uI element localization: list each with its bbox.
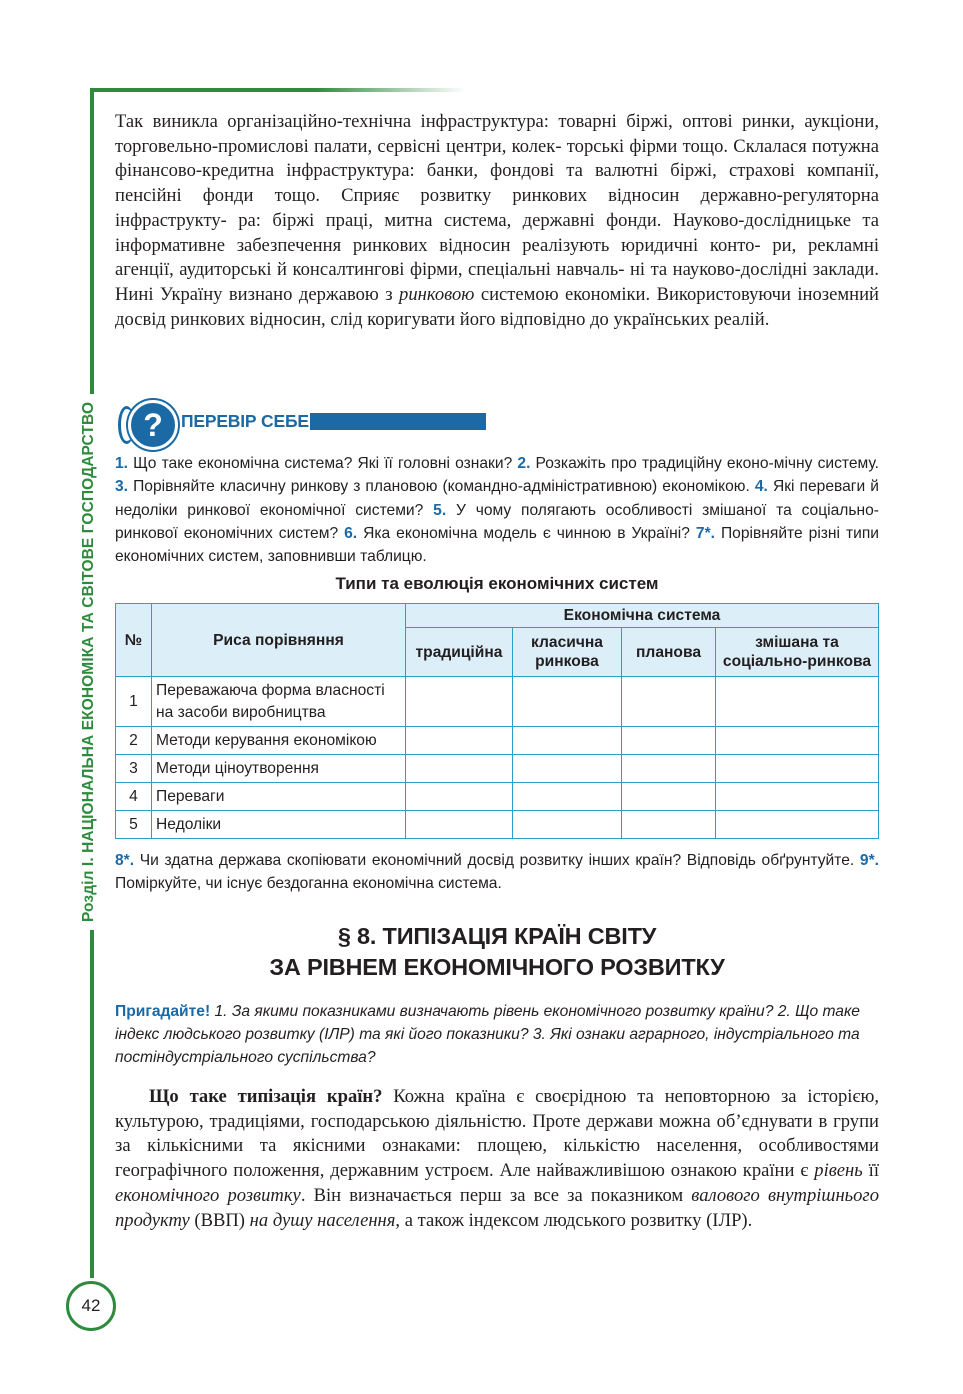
intro-line: системою економіки. Використовуючи іноземний досвід ринкових відносин, [115, 283, 879, 330]
intro-line: Сприяє розвитку ринкових відносин державно-регуляторна інфраструкту- [115, 185, 879, 231]
empty-cell[interactable] [406, 727, 513, 755]
questions-block-2 [115, 849, 879, 896]
section-title-line: § 8. ТИПІЗАЦІЯ КРАЇН СВІТУ [337, 923, 657, 949]
body-text: . Він визначається перш за все за показником [300, 1184, 692, 1206]
intro-line: Так виникла організаційно-технічна інфраструктура: товарні біржі, оптові [115, 111, 733, 132]
body-italic: рівень [814, 1160, 863, 1182]
questions-block-1 [115, 452, 879, 568]
body-text: (ВВП) [189, 1209, 250, 1231]
empty-cell[interactable] [622, 755, 716, 783]
row-number: 5 [116, 811, 152, 839]
question-number: 5. [433, 501, 447, 519]
intro-line: слід коригувати його відповідно до українських реалій. [330, 308, 770, 330]
question-number: 1. [115, 455, 129, 472]
row-feature: Недоліки [152, 811, 406, 839]
col-header-number: № [116, 604, 152, 677]
question-text: У чому полягають особливості змішаної та соціально-ринкової економічних систем? [115, 501, 879, 542]
question-text: Поміркуйте, чи існує бездоганна економічна система. [115, 875, 502, 893]
col-header-classic-market: класична ринкова [513, 628, 622, 677]
body-text: Кожна країна є своєрідною та неповторною за історією, культурою, традиціями, господарською діяльністю. Проте держави можна об’єднувати в групи за кількісними та якісними ознаками: площею, кількістю населення, особливостями географічного положення, державним устроєм. Але найважливішою ознакою країни є [115, 1086, 879, 1182]
question-icon: ? [128, 400, 178, 450]
question-text: Що таке економічна система? Які її головні ознаки? [128, 455, 518, 472]
row-number: 3 [116, 755, 152, 783]
body-italic: на душу населення [249, 1209, 396, 1231]
body-text: , а також індексом людського розвитку (ІЛР). [395, 1209, 753, 1231]
group-header-system: Економічна система [406, 604, 879, 628]
table-title: Типи та еволюція економічних систем [335, 574, 659, 593]
table-row [116, 755, 879, 783]
question-text: Порівняйте класичну ринкову з плановою (командно-адміністративною) економікою. [128, 478, 755, 496]
remember-block [115, 1000, 879, 1070]
row-feature: Методи ціноутворення [152, 755, 406, 783]
check-yourself-title: ПЕРЕВІР СЕБЕ [181, 411, 309, 431]
table-row [116, 811, 879, 839]
question-number: 4. [754, 478, 768, 496]
section-title-line: ЗА РІВНЕМ ЕКОНОМІЧНОГО РОЗВИТКУ [269, 954, 725, 980]
body-italic: валового внутрішнього продукту [115, 1184, 879, 1231]
intro-italic-word: ринковою [399, 283, 475, 305]
row-number: 1 [116, 677, 152, 727]
empty-cell[interactable] [622, 783, 716, 811]
empty-cell[interactable] [622, 811, 716, 839]
table-row [116, 783, 879, 811]
empty-cell[interactable] [406, 677, 513, 727]
empty-cell[interactable] [406, 783, 513, 811]
question-number: 3. [115, 478, 129, 496]
check-yourself-header [118, 400, 488, 444]
top-green-rule [90, 88, 465, 92]
row-feature: Переваги [152, 783, 406, 811]
question-number: 6. [344, 524, 358, 542]
empty-cell[interactable] [406, 755, 513, 783]
question-number: 7*. [695, 524, 715, 542]
page-number: 42 [66, 1281, 116, 1331]
economic-systems-table [115, 603, 879, 839]
question-text: Яка економічна модель є чинною в Україні? [357, 524, 696, 542]
body-italic: економічного розвитку [115, 1184, 301, 1206]
question-number: 9*. [859, 852, 879, 869]
question-number: 2. [517, 455, 531, 472]
intro-line: ри, рекламні агенції, аудиторські й консалтингові фірми, спеціальні навчаль- [115, 234, 879, 281]
check-yourself-bar [310, 413, 486, 430]
col-header-traditional: традиційна [406, 628, 513, 677]
empty-cell[interactable] [716, 783, 879, 811]
col-header-feature: Риса порівняння [152, 604, 406, 677]
row-feature: Методи керування економікою [152, 727, 406, 755]
empty-cell[interactable] [513, 755, 622, 783]
col-header-mixed: змішана та соціально-ринкова [716, 628, 879, 677]
empty-cell[interactable] [513, 783, 622, 811]
empty-cell[interactable] [716, 677, 879, 727]
empty-cell[interactable] [513, 811, 622, 839]
row-feature: Переважаюча форма власності на засоби виробництва [152, 677, 406, 727]
remember-label: Пригадайте! [115, 1003, 211, 1020]
table-row [116, 677, 879, 727]
col-header-planned: планова [622, 628, 716, 677]
empty-cell[interactable] [716, 727, 879, 755]
question-number: 8*. [115, 852, 135, 869]
empty-cell[interactable] [513, 677, 622, 727]
intro-line: банки, фондові та валютні біржі, страхові компанії, пенсійні фонди тощо. [115, 160, 879, 207]
intro-line: ринки, аукціони, торговельно-промислові палати, сервісні центри, колек- [115, 111, 879, 157]
intro-line: ні та науково-дослідні заклади. Нині Україну визнано державою з [115, 259, 879, 305]
intro-line: інформативне забезпечення ринкових відносин реалізують юридичні конто- [115, 234, 761, 256]
body-lead: Що таке типізація країн? [149, 1086, 383, 1107]
section-side-label: Розділ І. НАЦІОНАЛЬНА ЕКОНОМІКА ТА СВІТОВЕ ГОСПОДАРСТВО [79, 394, 99, 930]
question-text: Чи здатна держава скопіювати економічний досвід розвитку інших країн? Відповідь обґрунтуйте. [134, 852, 860, 869]
row-number: 2 [116, 727, 152, 755]
body-paragraph [115, 1085, 879, 1233]
empty-cell[interactable] [406, 811, 513, 839]
intro-line: торські фірми тощо. Склалася потужна фінансово-кредитна інфраструктура: [115, 135, 879, 182]
row-number: 4 [116, 783, 152, 811]
question-text: Розкажіть про традиційну еконо-мічну систему. [530, 455, 880, 472]
empty-cell[interactable] [716, 811, 879, 839]
intro-paragraph [115, 110, 879, 332]
intro-line: ра: біржі праці, митна система, державні фонди. Науково-дослідницьке та [238, 209, 879, 231]
empty-cell[interactable] [622, 727, 716, 755]
table-row [116, 727, 879, 755]
empty-cell[interactable] [716, 755, 879, 783]
empty-cell[interactable] [513, 727, 622, 755]
body-text: її [862, 1160, 879, 1182]
question-text: Порівняйте різні типи економічних систем, заповнивши таблицю. [115, 524, 879, 566]
remember-text: 1. За якими показниками визначають рівень економічного розвитку країни? 2. Що таке індекс людського розвитку (ІЛР) та які його показники? 3. Які ознаки аграрного, індустріального та постіндустріального суспільства? [115, 1003, 860, 1067]
question-text: Які переваги й недоліки ринкової економічної системи? [115, 478, 879, 519]
empty-cell[interactable] [622, 677, 716, 727]
section-title [115, 921, 879, 983]
